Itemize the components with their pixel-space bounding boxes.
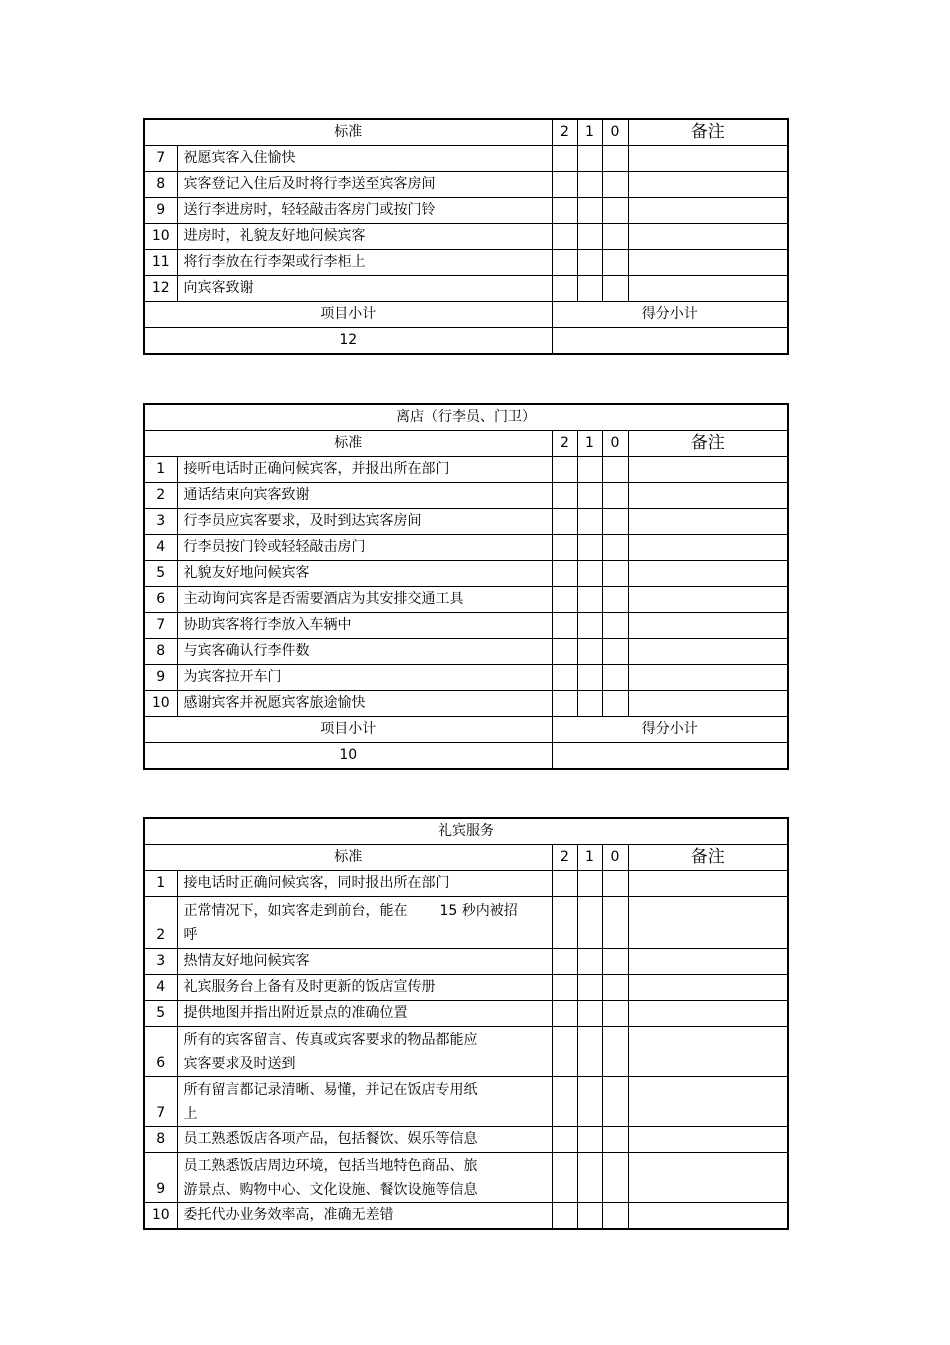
score-1-cell[interactable] [577, 639, 602, 665]
row-number: 10 [144, 691, 177, 717]
row-standard: 礼宾服务台上备有及时更新的饭店宣传册 [177, 975, 552, 1001]
table-row [144, 1153, 788, 1203]
header-row [144, 119, 788, 146]
score-2-cell[interactable] [552, 509, 577, 535]
item-subtotal-value: 12 [144, 328, 552, 355]
remark-cell[interactable] [628, 897, 788, 949]
row-number: 7 [144, 613, 177, 639]
remark-cell[interactable] [628, 665, 788, 691]
score-0-cell[interactable] [602, 250, 628, 276]
remark-cell[interactable] [628, 1027, 788, 1077]
row-number: 8 [144, 1127, 177, 1153]
score-1-cell[interactable] [577, 146, 602, 172]
row-standard-line2: 宾客要求及时送到 [183, 1056, 296, 1072]
subtotal-value-row [144, 328, 788, 355]
row-standard-line1: 所有的宾客留言、传真或宾客要求的物品都能应 [183, 1032, 478, 1048]
score-1-cell[interactable] [577, 665, 602, 691]
section-title-row [144, 818, 788, 845]
remark-cell[interactable] [628, 172, 788, 198]
row-standard: 接电话时正确问候宾客，同时报出所在部门 [177, 871, 552, 897]
score-0-cell[interactable] [602, 639, 628, 665]
remark-cell[interactable] [628, 1077, 788, 1127]
row-standard: 向宾客致谢 [177, 276, 552, 302]
table-row [144, 949, 788, 975]
score-1-cell[interactable] [577, 276, 602, 302]
row-number: 4 [144, 535, 177, 561]
table-row [144, 457, 788, 483]
score-0-cell[interactable] [602, 949, 628, 975]
table-row [144, 587, 788, 613]
remark-cell[interactable] [628, 146, 788, 172]
score-2-cell[interactable] [552, 587, 577, 613]
score-0-cell[interactable] [602, 613, 628, 639]
score-subtotal-value[interactable] [552, 743, 788, 770]
score-1-header: 1 [577, 431, 602, 457]
item-subtotal-label: 项目小计 [144, 717, 552, 743]
score-2-header: 2 [552, 431, 577, 457]
remark-cell[interactable] [628, 509, 788, 535]
score-0-header: 0 [602, 845, 628, 871]
row-number: 3 [144, 949, 177, 975]
remark-header: 备注 [628, 845, 788, 871]
score-0-cell[interactable] [602, 871, 628, 897]
row-number: 9 [144, 665, 177, 691]
standard-header: 标准 [144, 431, 552, 457]
score-subtotal-label: 得分小计 [552, 302, 788, 328]
score-1-cell[interactable] [577, 1077, 602, 1127]
row-standard: 协助宾客将行李放入车辆中 [177, 613, 552, 639]
score-2-cell[interactable] [552, 975, 577, 1001]
score-2-cell[interactable] [552, 1001, 577, 1027]
score-2-cell[interactable] [552, 691, 577, 717]
score-0-cell[interactable] [602, 535, 628, 561]
remark-cell[interactable] [628, 276, 788, 302]
score-0-cell[interactable] [602, 975, 628, 1001]
table-row [144, 535, 788, 561]
remark-cell[interactable] [628, 535, 788, 561]
table-row [144, 172, 788, 198]
subtotal-label-row [144, 717, 788, 743]
row-standard: 主动询问宾客是否需要酒店为其安排交通工具 [177, 587, 552, 613]
table-row [144, 224, 788, 250]
row-standard: 员工熟悉饭店各项产品，包括餐饮、娱乐等信息 [177, 1127, 552, 1153]
table-row [144, 483, 788, 509]
score-2-cell[interactable] [552, 457, 577, 483]
row-standard: 行李员应宾客要求，及时到达宾客房间 [177, 509, 552, 535]
remark-cell[interactable] [628, 561, 788, 587]
item-subtotal-value: 10 [144, 743, 552, 770]
row-standard: 与宾客确认行李件数 [177, 639, 552, 665]
row-standard [177, 1027, 552, 1077]
row-standard: 进房时，礼貌友好地问候宾客 [177, 224, 552, 250]
concierge-standards-table [143, 817, 789, 1230]
score-1-cell[interactable] [577, 975, 602, 1001]
row-number: 7 [144, 1077, 177, 1127]
score-1-cell[interactable] [577, 172, 602, 198]
checkout-standards-table [143, 403, 789, 770]
score-1-cell[interactable] [577, 1203, 602, 1230]
score-0-cell[interactable] [602, 897, 628, 949]
row-number: 9 [144, 1153, 177, 1203]
header-row [144, 431, 788, 457]
row-number: 2 [144, 897, 177, 949]
score-2-cell[interactable] [552, 198, 577, 224]
score-1-cell[interactable] [577, 198, 602, 224]
remark-cell[interactable] [628, 250, 788, 276]
table-row [144, 1203, 788, 1230]
row-number: 12 [144, 276, 177, 302]
row-number: 8 [144, 639, 177, 665]
row-number: 2 [144, 483, 177, 509]
row-number: 10 [144, 224, 177, 250]
remark-header: 备注 [628, 431, 788, 457]
score-2-cell[interactable] [552, 871, 577, 897]
table-row [144, 897, 788, 949]
row-standard: 感谢宾客并祝愿宾客旅途愉快 [177, 691, 552, 717]
score-0-cell[interactable] [602, 1027, 628, 1077]
score-2-cell[interactable] [552, 1203, 577, 1230]
row-number: 6 [144, 587, 177, 613]
row-standard-line1: 员工熟悉饭店周边环境，包括当地特色商品、旅 [183, 1158, 478, 1174]
score-1-cell[interactable] [577, 1027, 602, 1077]
row-number: 4 [144, 975, 177, 1001]
score-2-cell[interactable] [552, 146, 577, 172]
score-0-cell[interactable] [602, 1203, 628, 1230]
score-1-cell[interactable] [577, 949, 602, 975]
remark-cell[interactable] [628, 587, 788, 613]
row-standard: 祝愿宾客入住愉快 [177, 146, 552, 172]
table-row [144, 871, 788, 897]
row-standard: 宾客登记入住后及时将行李送至宾客房间 [177, 172, 552, 198]
score-0-cell[interactable] [602, 691, 628, 717]
remark-cell[interactable] [628, 1001, 788, 1027]
section-title: 礼宾服务 [144, 818, 788, 845]
score-2-cell[interactable] [552, 613, 577, 639]
table-row [144, 509, 788, 535]
score-subtotal-value[interactable] [552, 328, 788, 355]
row-number: 8 [144, 172, 177, 198]
row-standard [177, 1153, 552, 1203]
row-number: 1 [144, 457, 177, 483]
table-row [144, 613, 788, 639]
check-in-standards-table [143, 118, 789, 355]
score-1-header: 1 [577, 845, 602, 871]
row-standard-line1a: 正常情况下，如宾客走到前台，能在 [183, 903, 408, 919]
score-0-cell[interactable] [602, 483, 628, 509]
score-1-cell[interactable] [577, 1001, 602, 1027]
row-standard: 热情友好地问候宾客 [177, 949, 552, 975]
row-standard-line2: 上 [183, 1106, 198, 1122]
table-row [144, 146, 788, 172]
score-0-cell[interactable] [602, 198, 628, 224]
table-row [144, 1077, 788, 1127]
score-subtotal-label: 得分小计 [552, 717, 788, 743]
table-row [144, 276, 788, 302]
score-1-cell[interactable] [577, 587, 602, 613]
row-standard: 提供地图并指出附近景点的准确位置 [177, 1001, 552, 1027]
table-row [144, 1027, 788, 1077]
subtotal-value-row [144, 743, 788, 770]
score-0-cell[interactable] [602, 1127, 628, 1153]
table-row [144, 665, 788, 691]
row-standard: 礼貌友好地问候宾客 [177, 561, 552, 587]
score-2-header: 2 [552, 845, 577, 871]
score-2-cell[interactable] [552, 1077, 577, 1127]
section-title: 离店（行李员、门卫） [144, 404, 788, 431]
score-1-cell[interactable] [577, 561, 602, 587]
score-0-cell[interactable] [602, 1153, 628, 1203]
score-0-cell[interactable] [602, 224, 628, 250]
row-number: 5 [144, 1001, 177, 1027]
score-2-cell[interactable] [552, 276, 577, 302]
row-standard: 通话结束向宾客致谢 [177, 483, 552, 509]
subtotal-label-row [144, 302, 788, 328]
score-2-cell[interactable] [552, 224, 577, 250]
score-1-cell[interactable] [577, 613, 602, 639]
remark-cell[interactable] [628, 1203, 788, 1230]
score-1-cell[interactable] [577, 457, 602, 483]
item-subtotal-label: 项目小计 [144, 302, 552, 328]
section-title-row [144, 404, 788, 431]
table-row [144, 975, 788, 1001]
row-standard [177, 897, 552, 949]
row-number: 9 [144, 198, 177, 224]
score-2-cell[interactable] [552, 1027, 577, 1077]
row-standard-line2: 呼 [183, 927, 198, 943]
score-2-header: 2 [552, 119, 577, 146]
standard-header: 标准 [144, 119, 552, 146]
score-1-cell[interactable] [577, 1127, 602, 1153]
score-0-cell[interactable] [602, 172, 628, 198]
row-number: 5 [144, 561, 177, 587]
standard-header: 标准 [144, 845, 552, 871]
score-2-cell[interactable] [552, 250, 577, 276]
remark-cell[interactable] [628, 224, 788, 250]
table-row [144, 639, 788, 665]
remark-cell[interactable] [628, 949, 788, 975]
score-1-cell[interactable] [577, 483, 602, 509]
row-number: 7 [144, 146, 177, 172]
score-2-cell[interactable] [552, 483, 577, 509]
score-2-cell[interactable] [552, 639, 577, 665]
row-standard-line1: 所有留言都记录清晰、易懂，并记在饭店专用纸 [183, 1082, 478, 1098]
remark-header: 备注 [628, 119, 788, 146]
score-0-cell[interactable] [602, 1001, 628, 1027]
score-2-cell[interactable] [552, 949, 577, 975]
remark-cell[interactable] [628, 975, 788, 1001]
score-1-cell[interactable] [577, 1153, 602, 1203]
score-0-cell[interactable] [602, 276, 628, 302]
score-0-cell[interactable] [602, 1077, 628, 1127]
remark-cell[interactable] [628, 1153, 788, 1203]
row-number: 10 [144, 1203, 177, 1230]
row-standard: 行李员按门铃或轻轻敲击房门 [177, 535, 552, 561]
score-0-cell[interactable] [602, 457, 628, 483]
score-2-cell[interactable] [552, 897, 577, 949]
row-standard: 接听电话时正确问候宾客，并报出所在部门 [177, 457, 552, 483]
row-standard-line1b: 15 秒内被招 [439, 903, 518, 919]
score-1-cell[interactable] [577, 535, 602, 561]
table-row [144, 1001, 788, 1027]
score-2-cell[interactable] [552, 665, 577, 691]
score-0-cell[interactable] [602, 561, 628, 587]
score-1-cell[interactable] [577, 897, 602, 949]
row-number: 1 [144, 871, 177, 897]
score-1-cell[interactable] [577, 250, 602, 276]
score-0-cell[interactable] [602, 665, 628, 691]
score-0-header: 0 [602, 431, 628, 457]
score-1-cell[interactable] [577, 224, 602, 250]
score-0-cell[interactable] [602, 587, 628, 613]
row-standard: 委托代办业务效率高，准确无差错 [177, 1203, 552, 1230]
remark-cell[interactable] [628, 871, 788, 897]
score-1-cell[interactable] [577, 871, 602, 897]
row-standard-line2: 游景点、购物中心、文化设施、餐饮设施等信息 [183, 1182, 478, 1198]
table-row [144, 198, 788, 224]
score-2-cell[interactable] [552, 561, 577, 587]
remark-cell[interactable] [628, 198, 788, 224]
remark-cell[interactable] [628, 1127, 788, 1153]
row-standard: 为宾客拉开车门 [177, 665, 552, 691]
row-number: 3 [144, 509, 177, 535]
remark-cell[interactable] [628, 639, 788, 665]
score-2-cell[interactable] [552, 172, 577, 198]
row-standard: 将行李放在行李架或行李柜上 [177, 250, 552, 276]
score-1-cell[interactable] [577, 509, 602, 535]
remark-cell[interactable] [628, 613, 788, 639]
table-row [144, 250, 788, 276]
remark-cell[interactable] [628, 483, 788, 509]
score-2-cell[interactable] [552, 535, 577, 561]
score-0-cell[interactable] [602, 146, 628, 172]
score-2-cell[interactable] [552, 1127, 577, 1153]
score-2-cell[interactable] [552, 1153, 577, 1203]
header-row [144, 845, 788, 871]
row-standard: 送行李进房时，轻轻敲击客房门或按门铃 [177, 198, 552, 224]
score-0-cell[interactable] [602, 509, 628, 535]
row-standard [177, 1077, 552, 1127]
score-1-cell[interactable] [577, 691, 602, 717]
score-0-header: 0 [602, 119, 628, 146]
score-1-header: 1 [577, 119, 602, 146]
table-row [144, 561, 788, 587]
table-row [144, 691, 788, 717]
table-row [144, 1127, 788, 1153]
row-number: 11 [144, 250, 177, 276]
remark-cell[interactable] [628, 691, 788, 717]
remark-cell[interactable] [628, 457, 788, 483]
row-number: 6 [144, 1027, 177, 1077]
